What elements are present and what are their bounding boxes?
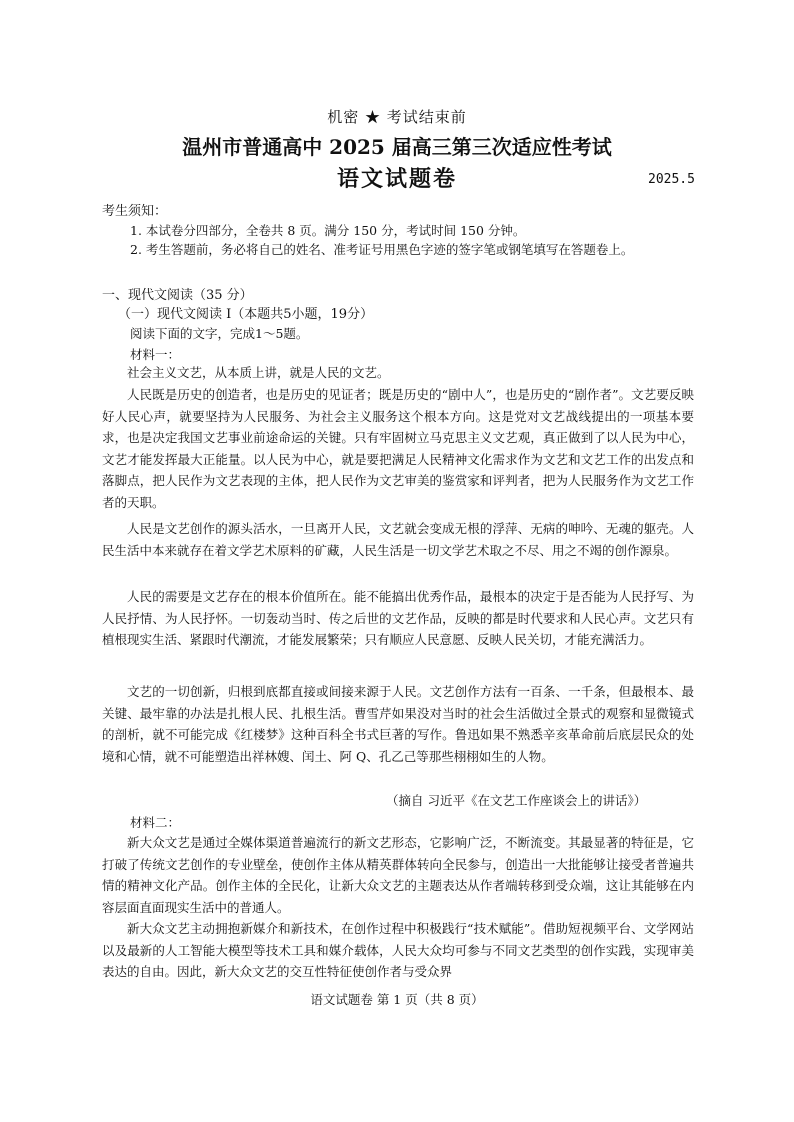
notice-item: 1. 本试卷分四部分，全卷共 8 页。满分 150 分，考试时间 150 分钟。: [130, 223, 526, 238]
material1-paragraph: 人民是文艺创作的源头活水，一旦离开人民，文艺就会变成无根的浮萍、无病的呻吟、无魂的躯壳。人民生活中本来就存在着文学艺术原料的矿藏，人民生活是一切文学艺术取之不尽、用之不竭的创作源泉。: [102, 521, 694, 558]
material2-label: 材料二：: [130, 815, 181, 830]
material1-paragraph: 文艺的一切创新，归根到底都直接或间接来源于人民。文艺创作方法有一百条、一千条，但最根本、最关键、最牢靠的办法是扎根人民、扎根生活。曹雪芹如果没对当时的社会生活做过全景式的观察和显微镜式的剖析，就不可能完成《红楼梦》这种百科全书式巨著的写作。鲁迅如果不熟悉辛亥革命前后底层民众的处境和心情，就不可能塑造出祥林嫂、闰土、阿 Q、孔乙己等那些栩栩如生的人物。: [102, 684, 694, 764]
material1-source: （摘自 习近平《在文艺工作座谈会上的讲话》）: [386, 793, 647, 808]
notice-label: 考生须知：: [102, 204, 168, 219]
section-subheading: （一）现代文阅读 I（本题共5小题，19分）: [118, 307, 374, 322]
page-footer: 语文试题卷 第 1 页（共 8 页）: [310, 992, 484, 1007]
material1-label: 材料一：: [130, 347, 181, 362]
exam-date: 2025.5: [648, 172, 695, 187]
section-heading: 一、现代文阅读（35 分）: [102, 288, 253, 303]
material1-paragraph: 社会主义文艺，从本质上讲，就是人民的文艺。: [127, 365, 390, 380]
paper-subtitle: 语文试题卷: [336, 166, 457, 192]
reading-instruction: 阅读下面的文字，完成1～5题。: [130, 326, 309, 341]
exam-title: 温州市普通高中 2025 届高三第三次适应性考试: [182, 135, 612, 159]
notice-item: 2. 考生答题前，务必将自己的姓名、准考证号用黑色字迹的签字笔或钢笔填写在答题卷上。: [130, 242, 634, 257]
material2-paragraph: 新大众文艺主动拥抱新媒介和新技术，在创作过程中积极践行“技术赋能”。借助短视频平台、文学网站以及最新的人工智能大模型等技术工具和媒介载体，人民大众均可参与不同文艺类型的创作实践，实现审美表达的自由。因此，新大众文艺的交互性特征使创作者与受众界: [102, 921, 694, 980]
material1-paragraph: 人民的需要是文艺存在的根本价值所在。能不能搞出优秀作品，最根本的决定于是否能为人民抒写、为人民抒情、为人民抒怀。一切轰动当时、传之后世的文艺作品，反映的都是时代要求和人民心声。文艺只有植根现实生活、紧跟时代潮流，才能发展繁荣；只有顺应人民意愿、反映人民关切，才能充满活力。: [102, 589, 694, 648]
material2-paragraph: 新大众文艺是通过全媒体渠道普遍流行的新文艺形态，它影响广泛，不断流变。其最显著的特征是，它打破了传统文艺创作的专业壁垒，使创作主体从精英群体转向全民参与，创造出一大批能够让接受者普遍共情的精神文化产品。创作主体的全民化，让新大众文艺的主题表达从作者端转移到受众端，这让其能够在内容层面直面现实生活中的普通人。: [102, 835, 694, 915]
material1-paragraph: 人民既是历史的创造者，也是历史的见证者；既是历史的“剧中人”，也是历史的“剧作者”。文艺要反映好人民心声，就要坚持为人民服务、为社会主义服务这个根本方向。这是党对文艺战线提出的一项基本要求，也是决定我国文艺事业前途命运的关键。只有牢固树立马克思主义文艺观，真正做到了以人民为中心，文艺才能发挥最大正能量。以人民为中心，就是要把满足人民精神文化需求作为文艺和文艺工作的出发点和落脚点，把人民作为文艺表现的主体，把人民作为文艺审美的鉴赏家和评判者，把为人民服务作为文艺工作者的天职。: [102, 387, 694, 510]
confidential-notice: 机密 ★ 考试结束前: [327, 108, 467, 126]
